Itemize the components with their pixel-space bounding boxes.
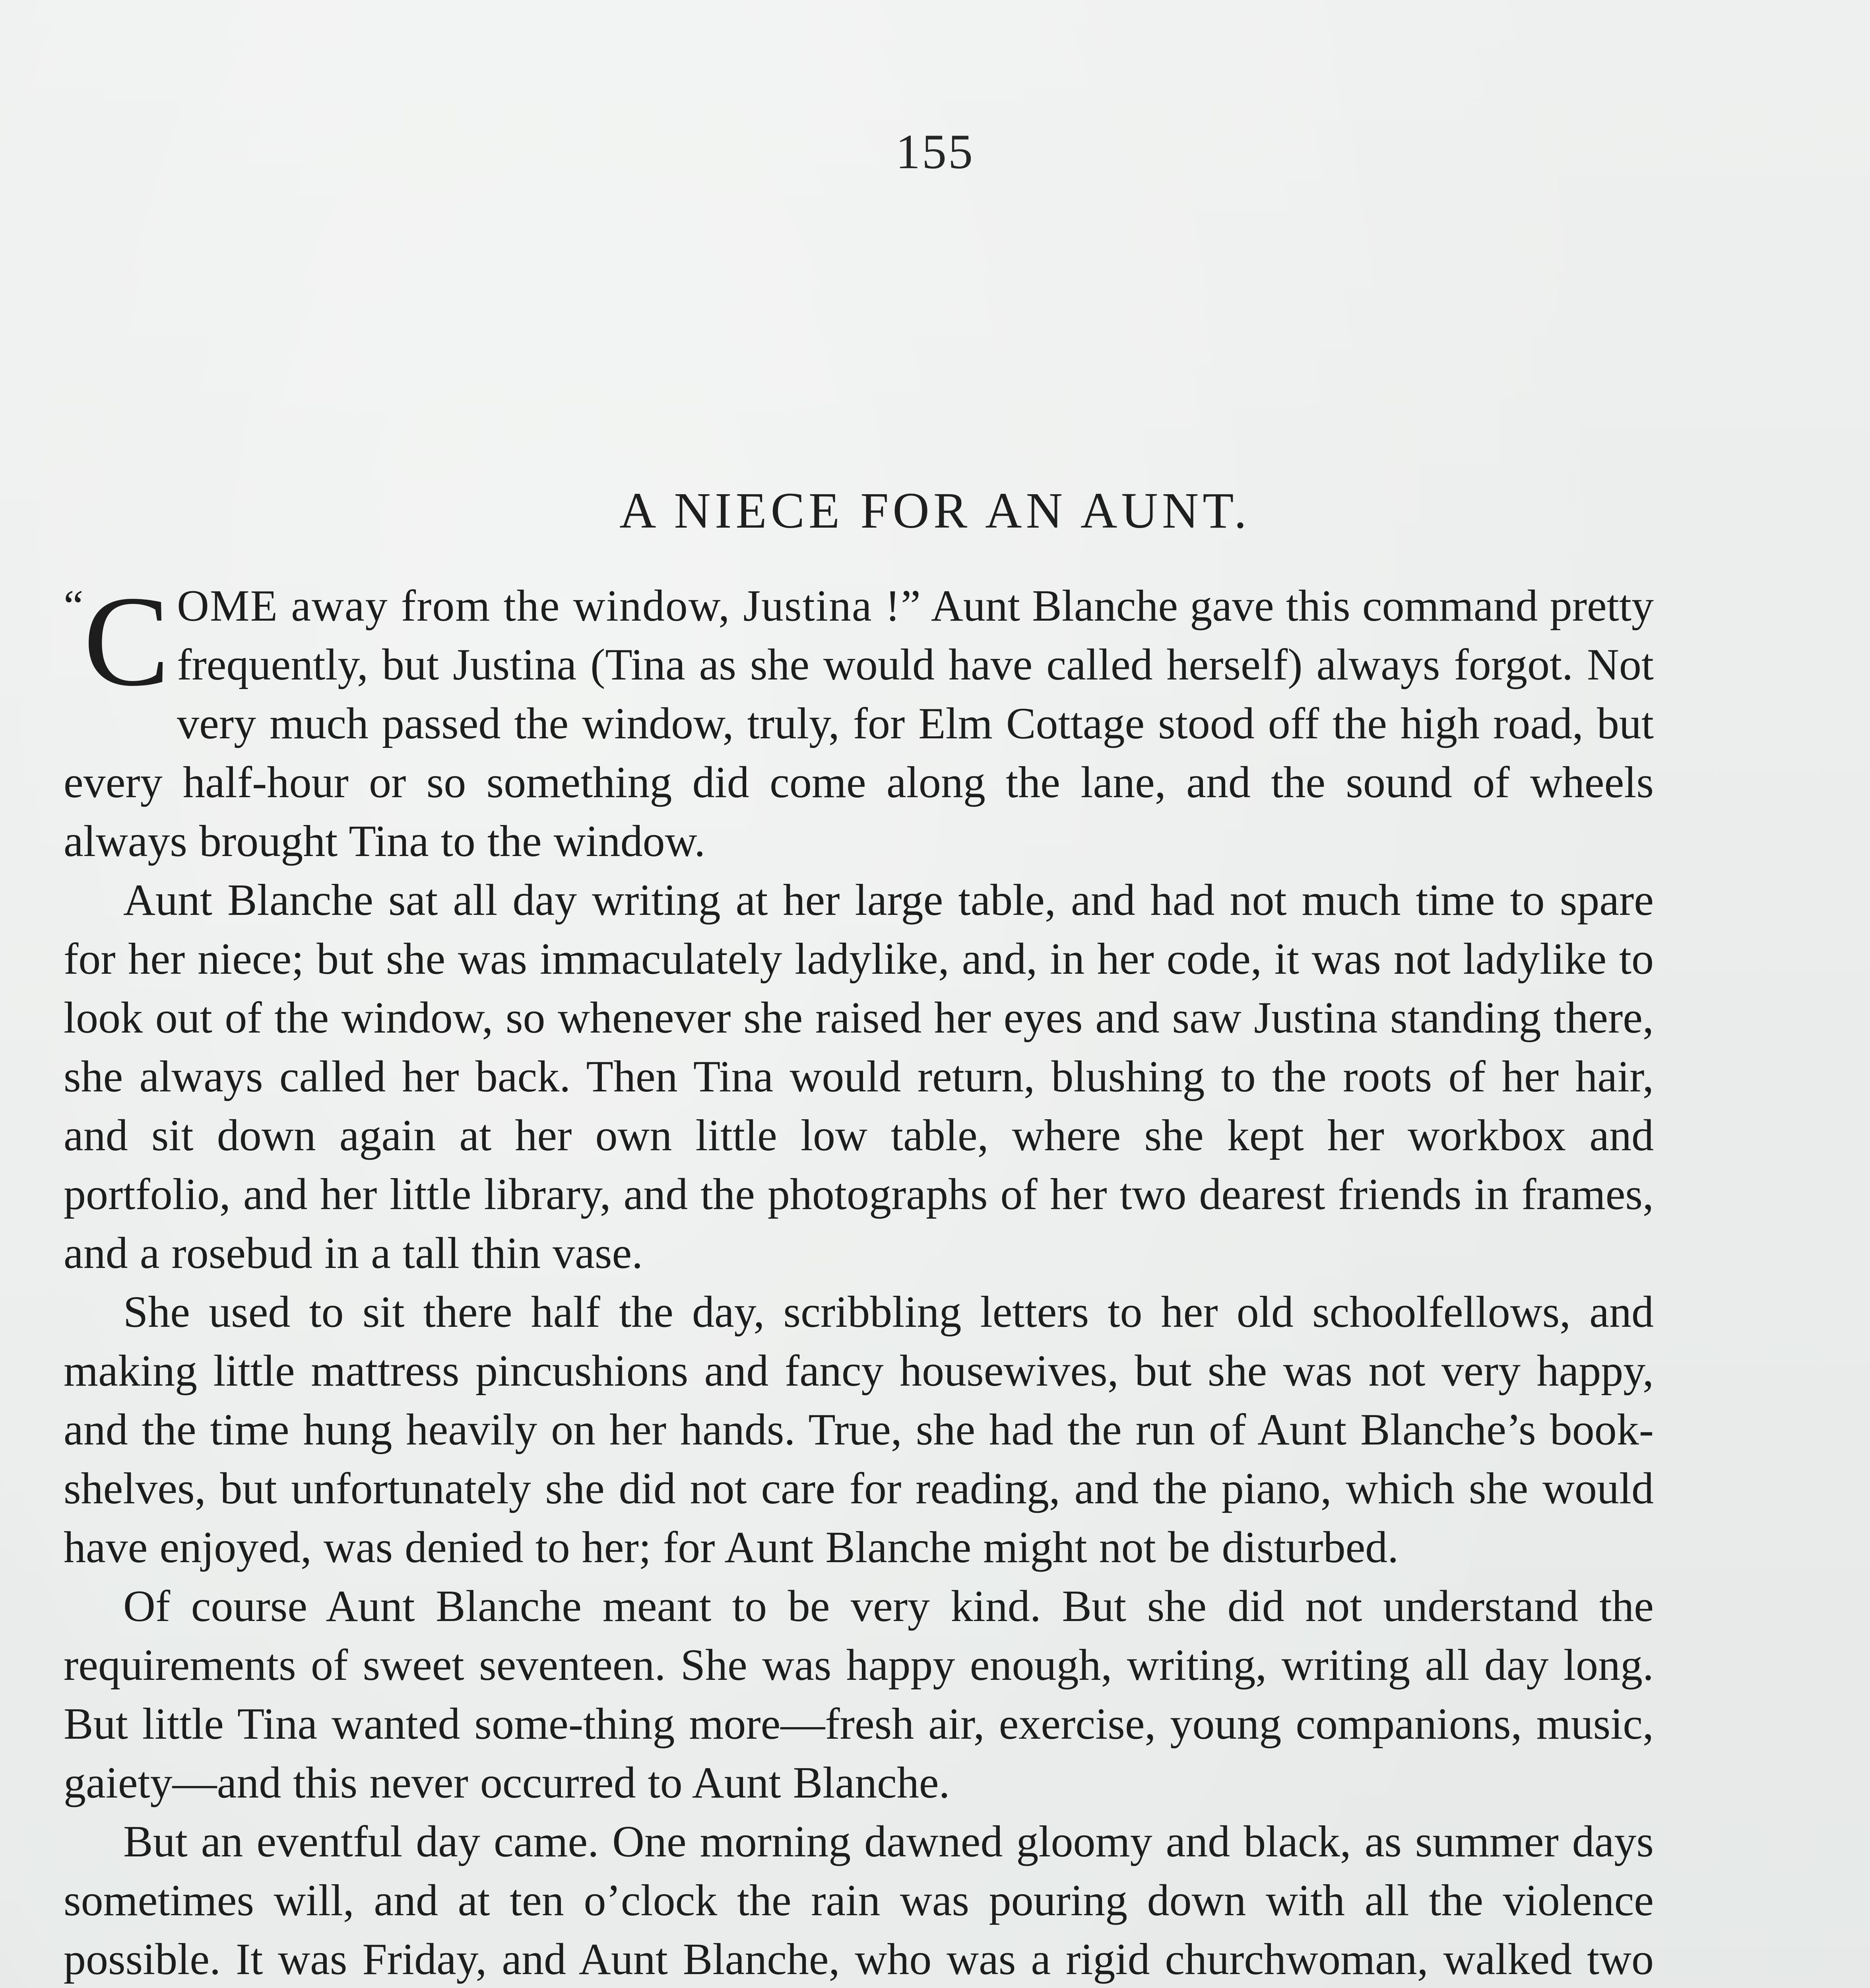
paragraph-2: She used to sit there half the day, scribbling letters to her old schoolfellows, and making little mattress pincushions and fancy housewives, but she was not very happy, and the time hung heavily on her hands. True, she had the run of Aunt Blanche’s book-shelves, but unfortunately she did not care for reading, and the piano, which she would have enjoyed, was denied to her; for Aunt Blanche might not be disturbed. [64,1287,1654,1572]
story-title: A NIECE FOR AN AUNT. [619,482,1251,539]
paragraph-3: Of course Aunt Blanche meant to be very kind. But she did not understand the requirements of sweet seventeen. She was happy enough, writing, writing all day long. But little Tina wanted some-thing more—fresh air, exercise, young companions, music, gaiety—and this never occurred to Aunt Blanche. [64,1582,1654,1807]
drop-cap: C [83,569,170,713]
opening-continuation: Aunt Blanche gave this command pretty frequently, but Justina (Tina as she would have called herself) always forgot. Not very much passed the window, truly, for Elm Cottage stood off the high road, but every half-hour or so something did come along the lane, and the sound of wheels always brought Tina to the window. [64,581,1654,866]
page-number: 155 [896,124,974,179]
paragraph-1: Aunt Blanche sat all day writing at her large table, and had not much time to spare for her niece; but she was immaculately ladylike, and, in her code, it was not ladylike to look out of the window, so whenever she raised her eyes and saw Justina standing there, she always called her back. Then Tina would return, blushing to the roots of her hair, and sit down again at her own little low table, where she kept her workbox and portfolio, and her little library, and the photographs of her two dearest friends in frames, and a rosebud in a tall thin vase. [64,876,1654,1278]
opening-quote: “ [64,581,83,631]
paragraph-4: But an eventful day came. One morning dawned gloomy and black, as summer days sometimes will, and at ten o’clock the rain was pouring down with all the violence possible. It was Friday, and Aunt Blanche, who was a rigid churchwoman, walked two [64,1817,1654,1984]
opening-line: OME away from the window, Justina !” [177,581,921,631]
story-body [64,569,1654,1988]
opening-paragraph [64,569,1654,871]
